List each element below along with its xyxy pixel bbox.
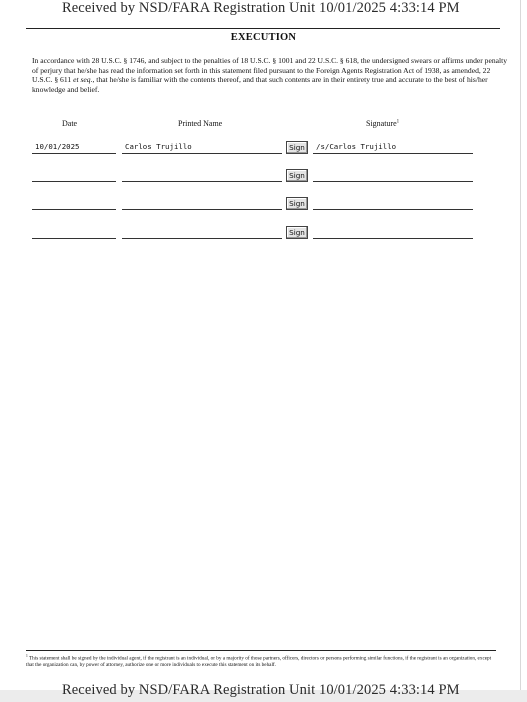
section-title: EXECUTION — [230, 32, 297, 43]
execution-statement — [32, 56, 507, 94]
name-field-line — [122, 238, 282, 239]
date-field-line — [32, 181, 116, 182]
header-rule — [26, 28, 500, 29]
sign-button[interactable]: Sign — [286, 197, 308, 210]
column-header-date: Date — [62, 119, 78, 128]
received-stamp-bottom: Received by NSD/FARA Registration Unit 10/01/2025 4:33:14 PM — [62, 682, 460, 698]
signature-row — [0, 190, 527, 210]
statement-text-part1: In accordance with 28 U.S.C. § 1746, and subject to the penalties of 18 U.S.C. § 1001 and 22 U.S.C. § 618, the undersigned swears or affirms under penalty of perjury that he/she has read the information set forth in this statement filed pursuant to the Foreign Agents Registration Act of 1938, as amended, 22 U.S.C. § 611 — [32, 56, 508, 85]
signature-field[interactable]: /s/Carlos Trujillo — [316, 142, 397, 151]
printed-name-field[interactable]: Carlos Trujillo — [125, 142, 192, 151]
page-edge — [520, 0, 521, 690]
date-field[interactable]: 10/01/2025 — [35, 142, 80, 151]
statement-text-italic: et seq. — [73, 75, 93, 85]
sign-button[interactable]: Sign — [286, 226, 308, 239]
signature-field-line — [313, 181, 473, 182]
statement-text-part2: , that he/she is familiar with the contents thereof, and that such contents are in their entirety true and accurate to the best of his/her knowledge and belief. — [32, 75, 488, 94]
signature-row — [0, 219, 527, 239]
signature-field-line — [313, 209, 473, 210]
signature-field-line — [313, 153, 473, 154]
column-header-signature — [366, 119, 399, 128]
signature-field-line — [313, 238, 473, 239]
signature-footnote-marker: 1 — [396, 119, 400, 125]
date-field-line — [32, 238, 116, 239]
signature-row — [0, 134, 527, 154]
signature-header-label: Signature — [366, 119, 397, 128]
name-field-line — [122, 181, 282, 182]
name-field-line — [122, 153, 282, 154]
name-field-line — [122, 209, 282, 210]
column-header-printed-name: Printed Name — [178, 119, 223, 128]
footnote — [26, 653, 496, 669]
date-field-line — [32, 209, 116, 210]
signature-row — [0, 162, 527, 182]
footnote-marker: 1 — [26, 654, 28, 658]
sign-button[interactable]: Sign — [286, 141, 308, 154]
received-stamp-top: Received by NSD/FARA Registration Unit 10/01/2025 4:33:14 PM — [62, 0, 460, 16]
footnote-text: This statement shall be signed by the individual agent, if the registrant is an individual, or by a majority of those partners, officers, directors or persons performing similar functions, if the registrant is an organization, except that the organization can, by power of attorney, authorize one or more individuals to execute this statement on its behalf. — [26, 655, 492, 669]
footnote-rule — [26, 650, 496, 651]
sign-button[interactable]: Sign — [286, 169, 308, 182]
date-field-line — [32, 153, 116, 154]
